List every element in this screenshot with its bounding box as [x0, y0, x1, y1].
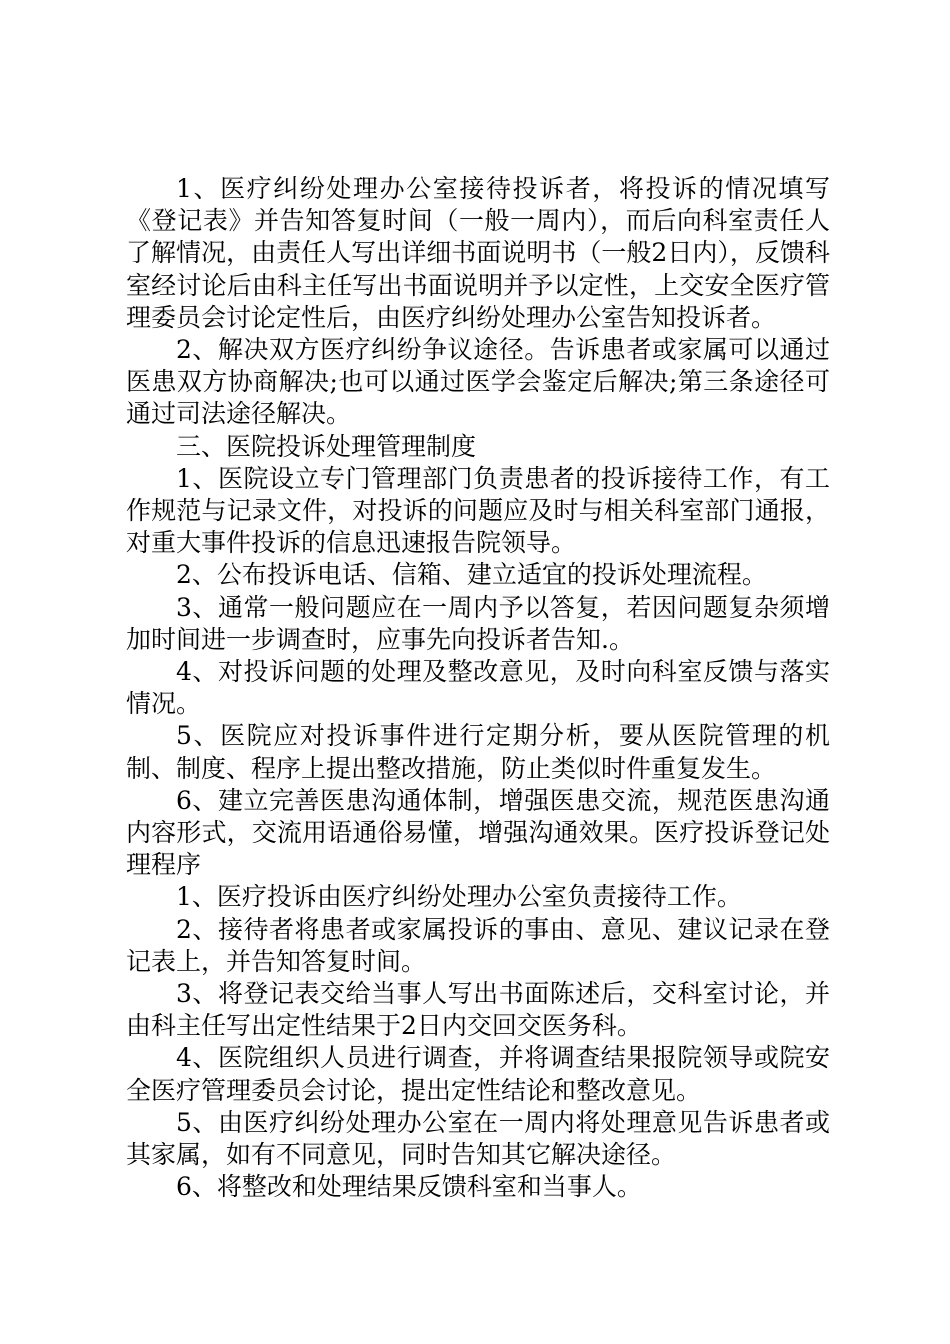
paragraph-complaint-reception: 1、医疗纠纷处理办公室接待投诉者，将投诉的情况填写《登记表》并告知答复时间（一般一周内），而后向科室责任人了解情况，由责任人写出详细书面说明书（一般2日内），反馈科室经讨论后由科主任写出书面说明并予以定性，上交安全医疗管理委员会讨论定性后，由医疗纠纷处理办公室告知投诉者。	[126, 174, 830, 332]
paragraph-dispute-resolution: 2、解决双方医疗纠纷争议途径。告诉患者或家属可以通过医患双方协商解决;也可以通过医学会鉴定后解决;第三条途径可通过司法途径解决。	[126, 335, 830, 429]
paragraph-rule-5: 5、医院应对投诉事件进行定期分析，要从医院管理的机制、制度、程序上提出整改措施，防止类似时件重复发生。	[126, 721, 830, 783]
paragraph-procedure-5: 5、由医疗纠纷处理办公室在一周内将处理意见告诉患者或其家属，如有不同意见，同时告知其它解决途径。	[126, 1107, 830, 1170]
paragraph-rule-4: 4、对投诉问题的处理及整改意见，及时向科室反馈与落实情况。	[126, 657, 830, 719]
paragraph-procedure-6: 6、将整改和处理结果反馈科室和当事人。	[176, 1172, 642, 1202]
paragraph-procedure-1: 1、医疗投诉由医疗纠纷处理办公室负责接待工作。	[176, 882, 742, 912]
paragraph-rule-3: 3、通常一般问题应在一周内予以答复，若因问题复杂须增加时间进一步调查时，应事先向投诉者告知.。	[126, 592, 830, 654]
paragraph-rule-1: 1、医院设立专门管理部门负责患者的投诉接待工作，有工作规范与记录文件，对投诉的问题应及时与相关科室部门通报，对重大事件投诉的信息迅速报告院领导。	[126, 463, 830, 558]
document-body	[126, 173, 830, 1204]
paragraph-procedure-2: 2、接待者将患者或家属投诉的事由、意见、建议记录在登记表上，并告知答复时间。	[126, 914, 830, 976]
paragraph-rule-2: 2、公布投诉电话、信箱、建立适宜的投诉处理流程。	[176, 560, 767, 590]
paragraph-rule-6: 6、建立完善医患沟通体制，增强医患交流，规范医患沟通内容形式，交流用语通俗易懂，增强沟通效果。医疗投诉登记处理程序	[126, 785, 830, 880]
paragraph-procedure-3: 3、将登记表交给当事人写出书面陈述后，交科室讨论，并由科主任写出定性结果于2日内交回交医务科。	[126, 979, 830, 1041]
paragraph-procedure-4: 4、医院组织人员进行调查，并将调查结果报院领导或院安全医疗管理委员会讨论，提出定性结论和整改意见。	[126, 1043, 830, 1105]
section-heading-complaint-system: 三、医院投诉处理管理制度	[176, 431, 477, 461]
